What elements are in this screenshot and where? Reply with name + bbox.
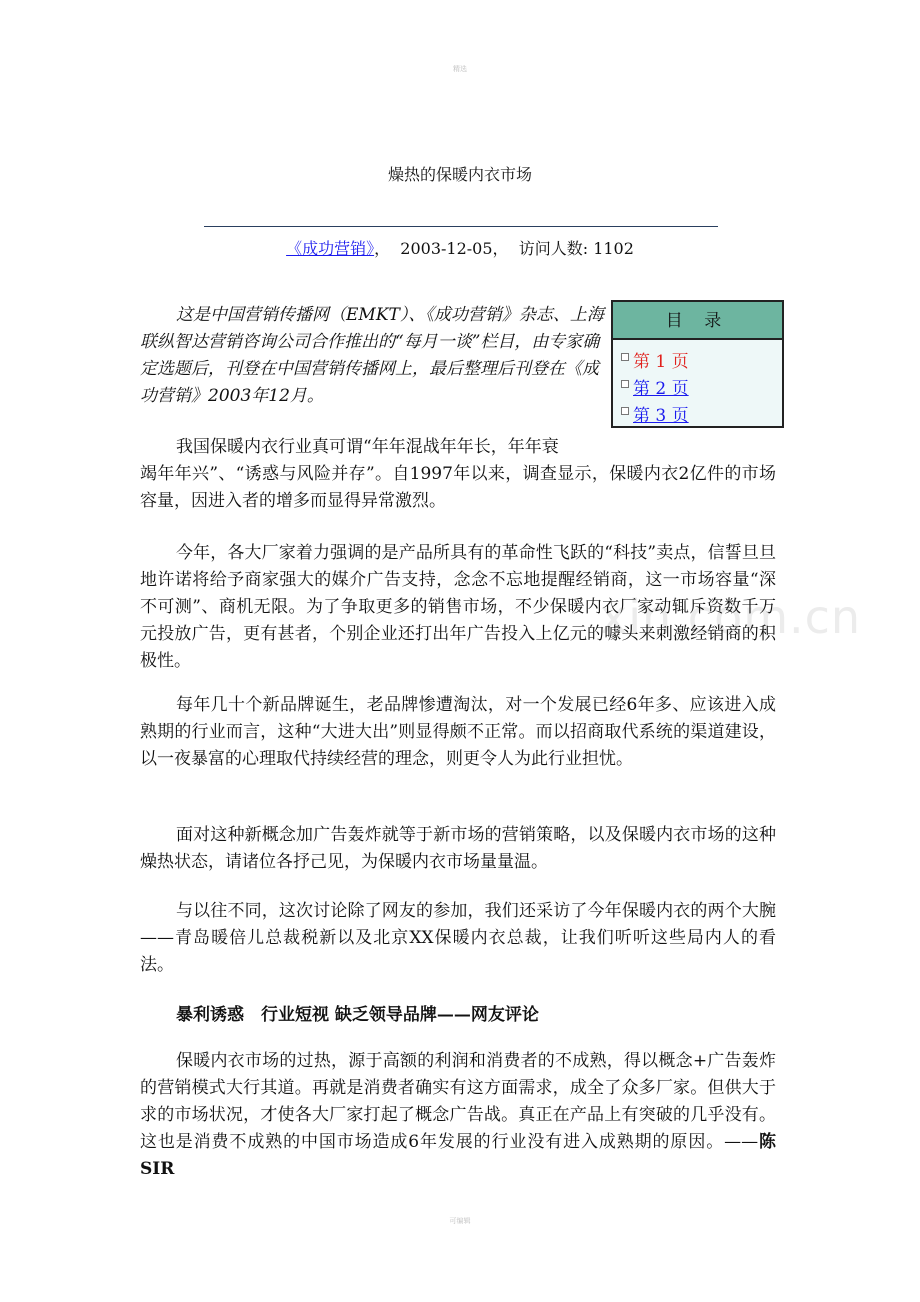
toc-heading: 目 录 <box>613 302 782 340</box>
toc-link-page-2[interactable]: 第 2 页 <box>633 379 689 399</box>
paragraph-6 <box>140 1048 776 1183</box>
paragraph-1-start: 我国保暖内衣行业真可谓“年年混战年年长，年年衰 <box>176 437 559 457</box>
bullet-icon <box>621 407 629 415</box>
bullet-icon <box>621 353 629 361</box>
toc-item-page-2[interactable] <box>621 373 782 400</box>
section-heading: 暴利诱惑 行业短视 缺乏领导品牌——网友评论 <box>176 1005 539 1025</box>
watermark: xin.com.cn <box>600 590 862 644</box>
source-link[interactable]: 《成功营销》 <box>286 239 375 258</box>
footer-mark: 可编辑 <box>449 1217 471 1225</box>
toc-list <box>613 340 782 427</box>
paragraph-6-text: 保暖内衣市场的过热，源于高额的利润和消费者的不成熟，得以概念+广告轰炸的营销模式大行其道。再就是消费者确实有这方面需求，成全了众多厂家。但供大于求的市场状况，才使各大厂家打起了概念广告战。真正在产品上有突破的几乎没有。这也是消费不成熟的中国市场造成6年发展的行业没有进入成熟期的原因。—— <box>140 1051 776 1152</box>
intro-paragraph: 这是中国营销传播网（EMKT）、《成功营销》杂志、上海联纵智达营销咨询公司合作推出的“每月一谈”栏目，由专家确定选题后，刊登在中国营销传播网上，最后整理后刊登在《成功营销》2003年12月。 <box>140 305 604 406</box>
paragraph-1: 竭年年兴”、“诱惑与风险并存”。自1997年以来，调查显示，保暖内衣2亿件的市场容量，因进入者的增多而显得异常激烈。 <box>140 464 776 511</box>
toc-link-page-1[interactable]: 第 1 页 <box>633 352 689 372</box>
bullet-icon <box>621 380 629 388</box>
title-divider <box>204 226 718 227</box>
toc-item-page-3[interactable] <box>621 400 782 427</box>
page-title: 燥热的保暖内衣市场 <box>387 165 532 184</box>
paragraph-2: 今年，各大厂家着力强调的是产品所具有的革命性飞跃的“科技”卖点，信誓旦旦地许诺将给予商家强大的媒介广告支持，念念不忘地提醒经销商，这一市场容量“深不可测”、商机无限。为了争取更多的销售市场，不少保暖内衣厂家动辄斥资数千万元投放广告，更有甚者，个别企业还打出年广告投入上亿元的噱头来刺激经销商的积极性。 <box>140 543 776 671</box>
author-name: 陈 SIR <box>140 1132 776 1179</box>
publish-date: 2003-12-05， <box>400 239 509 258</box>
table-of-contents <box>611 300 784 428</box>
toc-link-page-3[interactable]: 第 3 页 <box>633 406 689 426</box>
toc-item-page-1[interactable] <box>621 346 782 373</box>
paragraph-4: 面对这种新概念加广告轰炸就等于新市场的营销策略，以及保暖内衣市场的这种燥热状态，请诸位各抒己见，为保暖内衣市场量量温。 <box>140 825 776 872</box>
visit-count: 访问人数: 1102 <box>518 239 634 258</box>
paragraph-3: 每年几十个新品牌诞生，老品牌惨遭淘汰，对一个发展已经6年多、应该进入成熟期的行业而言，这种“大进大出”则显得颇不正常。而以招商取代系统的渠道建设，以一夜暴富的心理取代持续经营的理念，则更令人为此行业担忧。 <box>140 695 776 769</box>
meta-separator: ， <box>374 239 391 258</box>
paragraph-5: 与以往不同，这次讨论除了网友的参加，我们还采访了今年保暖内衣的两个大腕——青岛暖倍儿总裁税新以及北京XX保暖内衣总裁，让我们听听这些局内人的看法。 <box>140 901 776 975</box>
article-meta <box>0 236 920 259</box>
header-mark: 精选 <box>453 65 467 73</box>
